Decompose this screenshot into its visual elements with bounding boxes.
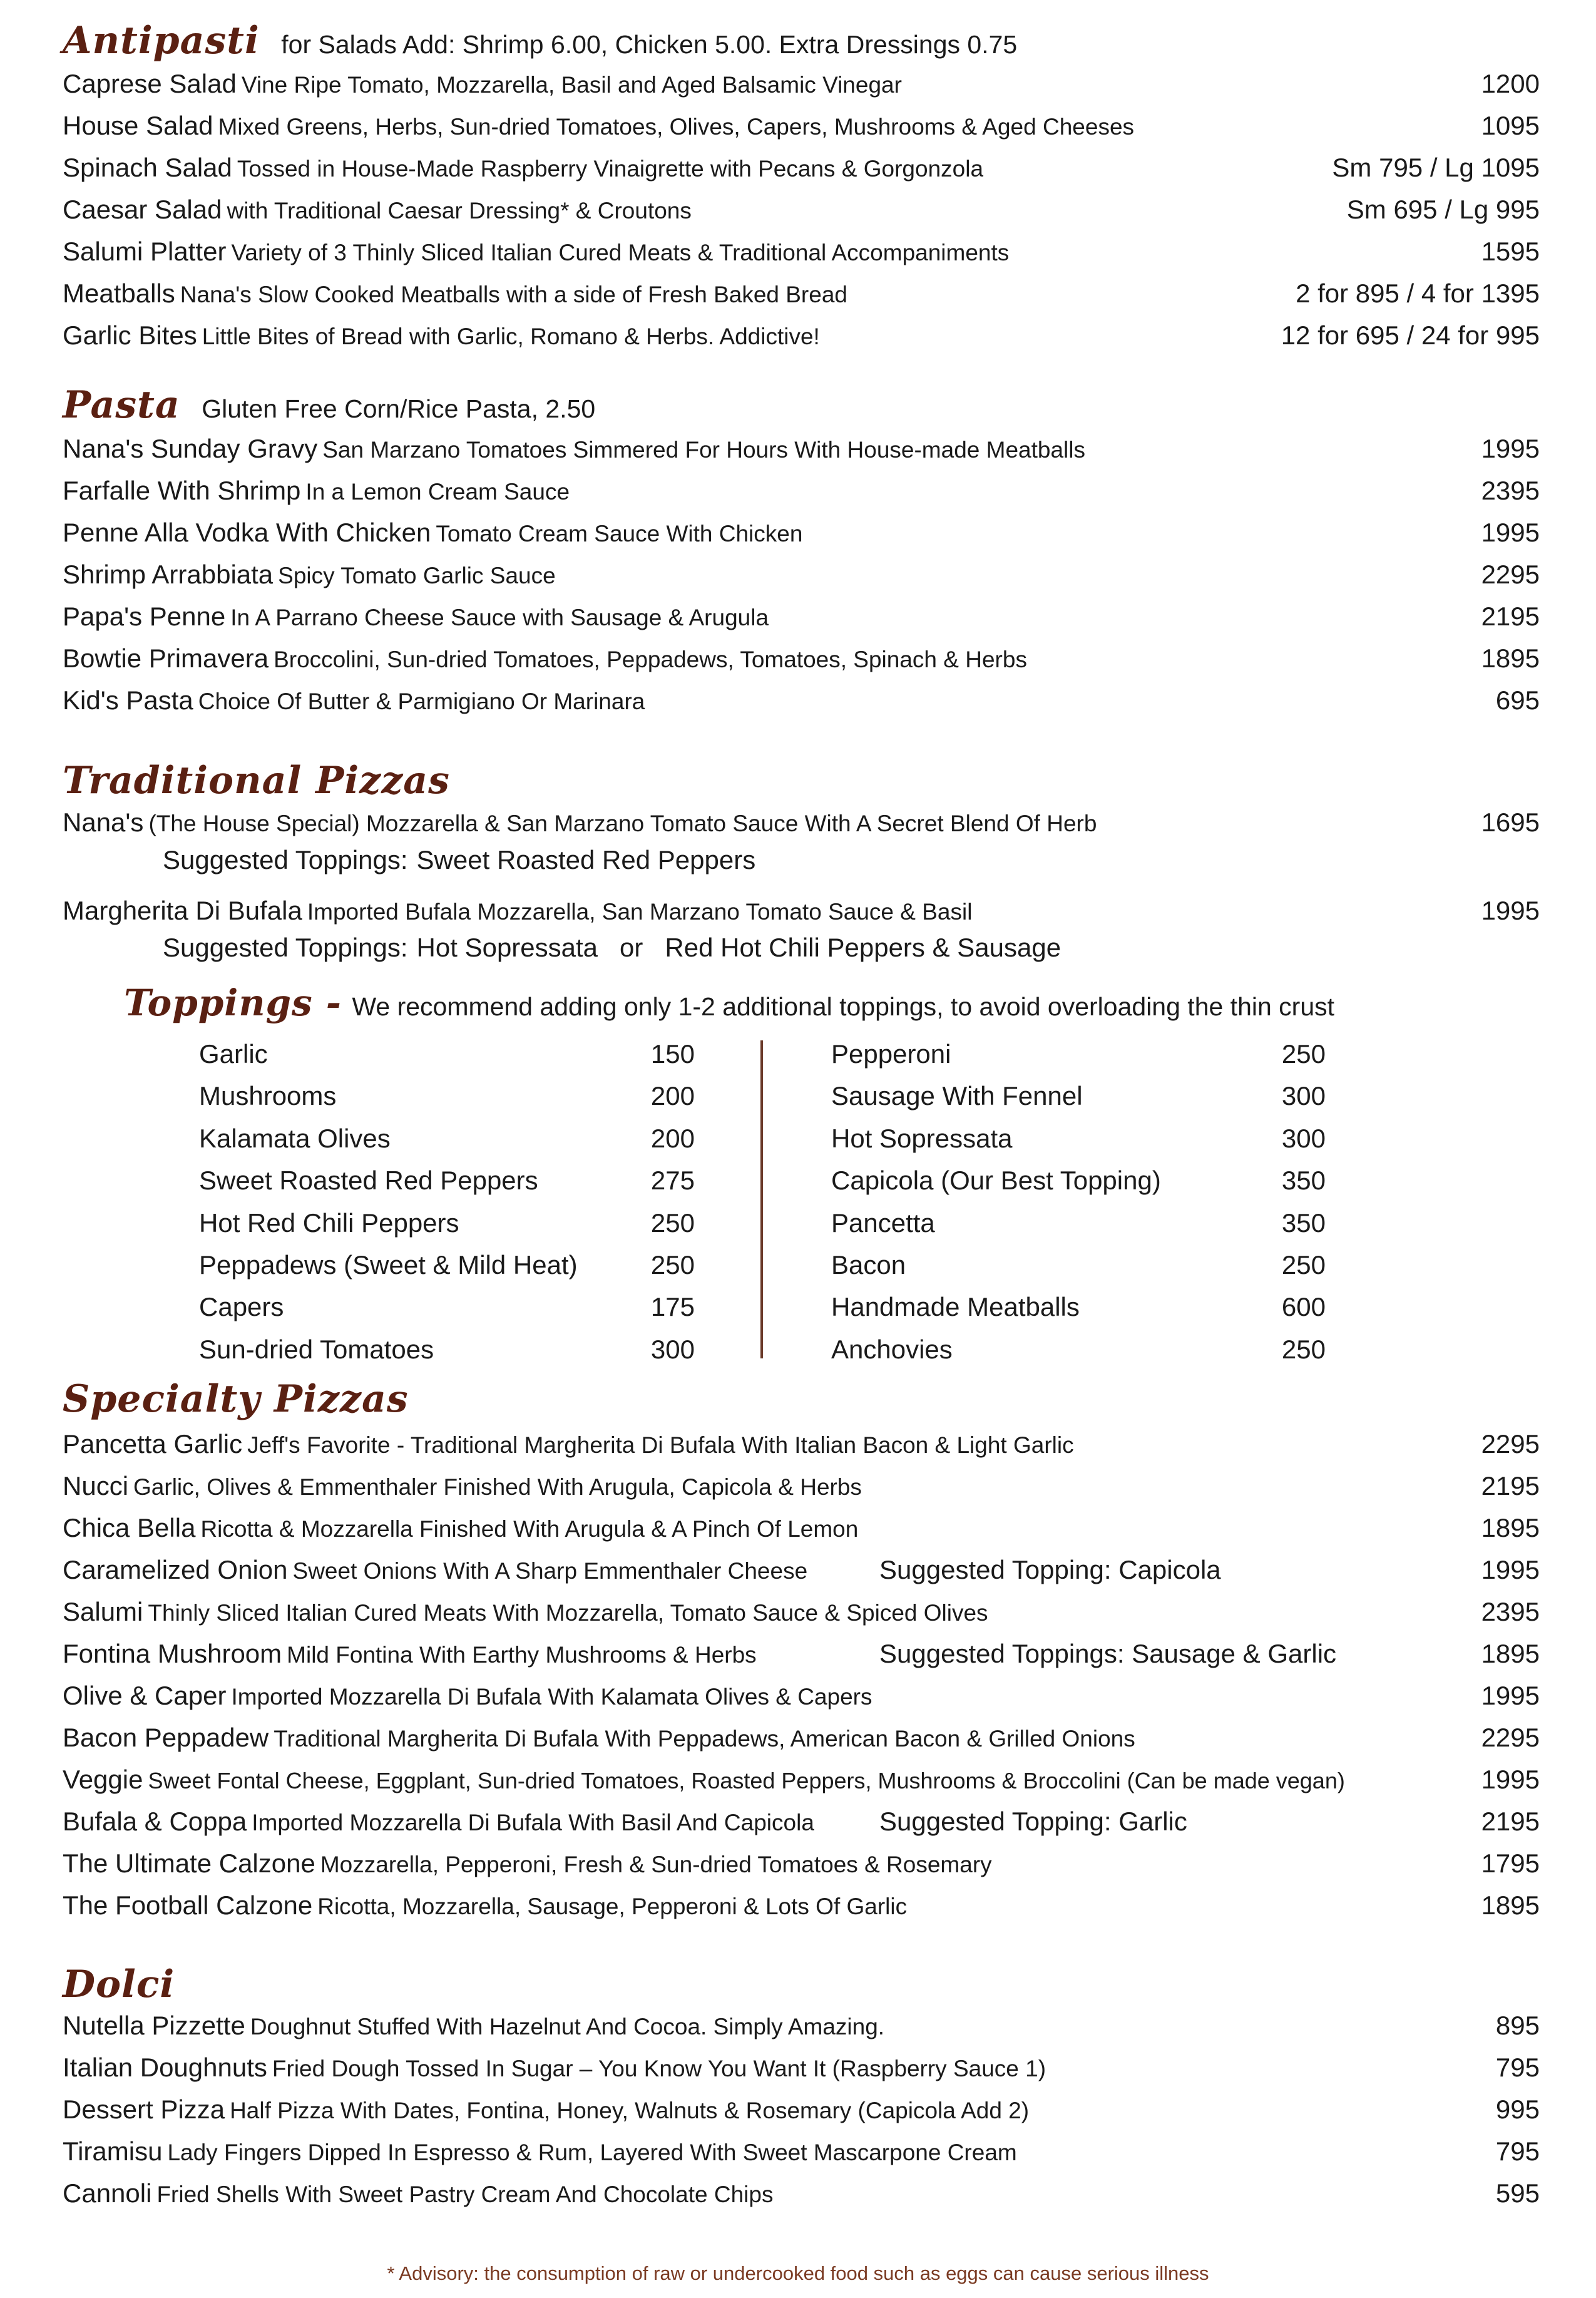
topping-name: Garlic bbox=[199, 1039, 268, 1069]
item-desc: Lady Fingers Dipped In Espresso & Rum, Layered With Sweet Mascarpone Cream bbox=[167, 2140, 1017, 2165]
topping-price: 350 bbox=[1281, 1208, 1326, 1238]
menu-item bbox=[63, 1723, 1540, 1764]
section-note: for Salads Add: Shrimp 6.00, Chicken 5.00. Extra Dressings 0.75 bbox=[281, 30, 1018, 59]
item-price: 1995 bbox=[1481, 1765, 1540, 1794]
menu-item bbox=[63, 2136, 1540, 2178]
suggested-label: Suggested Toppings: bbox=[163, 845, 408, 875]
item-price: 1200 bbox=[1481, 69, 1540, 98]
item-desc: Tomato Cream Sauce With Chicken bbox=[436, 521, 803, 546]
section-title: Pasta bbox=[63, 383, 180, 427]
menu-item bbox=[63, 2053, 1540, 2094]
suggested-label: Suggested Toppings: bbox=[163, 933, 408, 962]
item-name: Nana's Sunday Gravy bbox=[63, 434, 318, 463]
topping-row bbox=[831, 1250, 1326, 1292]
item-desc: Spicy Tomato Garlic Sauce bbox=[278, 563, 556, 588]
item-desc: Fried Dough Tossed In Sugar – You Know You Want It (Raspberry Sauce 1) bbox=[272, 2056, 1046, 2081]
menu-item bbox=[63, 1849, 1540, 1890]
item-desc: San Marzano Tomatoes Simmered For Hours With House-made Meatballs bbox=[322, 437, 1085, 463]
item-name: Garlic Bites bbox=[63, 321, 197, 350]
section-note: We recommend adding only 1-2 additional toppings, to avoid overloading the thin crust bbox=[352, 992, 1335, 1021]
toppings-right-column bbox=[831, 1039, 1326, 1377]
topping-name: Sausage With Fennel bbox=[831, 1081, 1083, 1111]
item-name: Caprese Salad bbox=[63, 69, 237, 98]
topping-name: Kalamata Olives bbox=[199, 1123, 391, 1153]
menu-item bbox=[63, 685, 1540, 727]
section-title: Dolci bbox=[63, 1962, 175, 2006]
item-name: Salumi Platter bbox=[63, 237, 227, 266]
toppings-left-column bbox=[199, 1039, 695, 1377]
menu-item bbox=[63, 69, 1540, 110]
section-note: Gluten Free Corn/Rice Pasta, 2.50 bbox=[202, 394, 596, 423]
item-price: 1895 bbox=[1481, 1890, 1540, 1920]
menu-item bbox=[63, 153, 1540, 194]
item-name: Nutella Pizzette bbox=[63, 2011, 245, 2040]
menu-item bbox=[63, 896, 1540, 937]
menu-item bbox=[63, 1765, 1540, 1806]
item-desc: Mozzarella, Pepperoni, Fresh & Sun-dried Tomatoes & Rosemary bbox=[320, 1852, 992, 1877]
item-name: Shrimp Arrabbiata bbox=[63, 560, 274, 589]
topping-name: Pepperoni bbox=[831, 1039, 951, 1069]
item-name: Kid's Pasta bbox=[63, 685, 193, 715]
item-desc: Traditional Margherita Di Bufala With Peppadews, American Bacon & Grilled Onions bbox=[274, 1726, 1135, 1752]
topping-price: 250 bbox=[650, 1208, 695, 1238]
topping-row bbox=[831, 1124, 1326, 1166]
item-name: House Salad bbox=[63, 111, 213, 140]
topping-name: Anchovies bbox=[831, 1334, 953, 1364]
item-price: 1595 bbox=[1481, 237, 1540, 266]
item-price: 1995 bbox=[1481, 434, 1540, 463]
item-price: 1895 bbox=[1481, 644, 1540, 673]
section-title: Traditional Pizzas bbox=[63, 759, 450, 803]
item-name: Papa's Penne bbox=[63, 602, 226, 631]
menu-item bbox=[63, 195, 1540, 236]
item-price: 2295 bbox=[1481, 1429, 1540, 1459]
item-price: 2195 bbox=[1481, 1807, 1540, 1836]
topping-price: 250 bbox=[1281, 1039, 1326, 1069]
menu-item bbox=[63, 560, 1540, 601]
item-desc: (The House Special) Mozzarella & San Marzano Tomato Sauce With A Secret Blend Of Herb bbox=[148, 811, 1097, 836]
topping-price: 350 bbox=[1281, 1166, 1326, 1196]
section-title: Specialty Pizzas bbox=[63, 1377, 409, 1421]
item-desc: Mixed Greens, Herbs, Sun-dried Tomatoes, Olives, Capers, Mushrooms & Aged Cheeses bbox=[218, 114, 1135, 140]
menu-item bbox=[63, 476, 1540, 517]
suggested-value: Sweet Roasted Red Peppers bbox=[416, 845, 756, 875]
menu-item bbox=[63, 1555, 1540, 1596]
item-desc: Variety of 3 Thinly Sliced Italian Cured Meats & Traditional Accompaniments bbox=[231, 240, 1010, 265]
item-name: Nucci bbox=[63, 1471, 129, 1500]
item-name: Cannoli bbox=[63, 2178, 152, 2208]
menu-item bbox=[63, 1807, 1540, 1848]
topping-row bbox=[831, 1335, 1326, 1377]
topping-row bbox=[831, 1081, 1326, 1123]
item-price: 2395 bbox=[1481, 1597, 1540, 1626]
topping-row bbox=[831, 1208, 1326, 1250]
item-name: Fontina Mushroom bbox=[63, 1639, 282, 1668]
item-price: 995 bbox=[1495, 2095, 1540, 2124]
item-price: 1895 bbox=[1481, 1639, 1540, 1668]
item-price: 2295 bbox=[1481, 560, 1540, 589]
item-desc: Thinly Sliced Italian Cured Meats With Mozzarella, Tomato Sauce & Spiced Olives bbox=[148, 1600, 988, 1626]
item-price: Sm 695 / Lg 995 bbox=[1346, 195, 1540, 224]
item-desc: Sweet Fontal Cheese, Eggplant, Sun-dried Tomatoes, Roasted Peppers, Mushrooms & Broccolini (Can be made vegan) bbox=[148, 1768, 1345, 1793]
topping-name: Peppadews (Sweet & Mild Heat) bbox=[199, 1249, 578, 1280]
menu-item bbox=[63, 2011, 1540, 2052]
menu-item bbox=[63, 1890, 1540, 1932]
topping-row bbox=[199, 1166, 695, 1208]
item-price: 1995 bbox=[1481, 896, 1540, 925]
item-suggestion: Suggested Toppings: Sausage & Garlic bbox=[879, 1639, 1337, 1668]
topping-price: 250 bbox=[1281, 1334, 1326, 1364]
item-name: Veggie bbox=[63, 1765, 143, 1794]
item-price: 1695 bbox=[1481, 808, 1540, 837]
menu-item bbox=[63, 237, 1540, 278]
menu-item bbox=[63, 644, 1540, 685]
item-desc: with Traditional Caesar Dressing* & Croutons bbox=[227, 198, 692, 223]
menu-item bbox=[63, 518, 1540, 559]
item-price: 2295 bbox=[1481, 1723, 1540, 1752]
topping-row bbox=[831, 1292, 1326, 1334]
topping-price: 300 bbox=[1281, 1123, 1326, 1153]
item-price: 595 bbox=[1495, 2178, 1540, 2208]
item-price: 795 bbox=[1495, 2053, 1540, 2082]
menu-item bbox=[63, 1681, 1540, 1722]
item-name: Nana's bbox=[63, 808, 144, 837]
item-name: Caesar Salad bbox=[63, 195, 222, 224]
section-title: Toppings - bbox=[124, 982, 342, 1024]
suggested-value: Hot Sopressata or Red Hot Chili Peppers & Sausage bbox=[416, 933, 1061, 962]
topping-name: Sweet Roasted Red Peppers bbox=[199, 1166, 538, 1196]
item-name: Pancetta Garlic bbox=[63, 1429, 243, 1459]
pasta-header bbox=[63, 383, 595, 427]
topping-price: 250 bbox=[650, 1249, 695, 1280]
topping-price: 600 bbox=[1281, 1292, 1326, 1322]
menu-item bbox=[63, 1429, 1540, 1470]
topping-price: 175 bbox=[650, 1292, 695, 1322]
item-price: 1095 bbox=[1481, 111, 1540, 140]
item-name: The Football Calzone bbox=[63, 1890, 313, 1920]
section-title: Antipasti bbox=[63, 19, 260, 63]
item-price: Sm 795 / Lg 1095 bbox=[1332, 153, 1540, 182]
topping-row bbox=[831, 1166, 1326, 1208]
specialty-header bbox=[63, 1377, 409, 1421]
suggested-toppings bbox=[163, 933, 1070, 963]
menu-item bbox=[63, 279, 1540, 320]
item-desc: Imported Mozzarella Di Bufala With Kalamata Olives & Capers bbox=[231, 1684, 872, 1710]
topping-name: Sun-dried Tomatoes bbox=[199, 1334, 434, 1364]
item-desc: Ricotta, Mozzarella, Sausage, Pepperoni & Lots Of Garlic bbox=[317, 1894, 908, 1919]
item-desc: Mild Fontina With Earthy Mushrooms & Herbs bbox=[287, 1642, 757, 1668]
item-desc: Broccolini, Sun-dried Tomatoes, Peppadews, Tomatoes, Spinach & Herbs bbox=[274, 647, 1027, 672]
item-price: 795 bbox=[1495, 2136, 1540, 2166]
item-name: Farfalle With Shrimp bbox=[63, 476, 301, 505]
item-price: 895 bbox=[1495, 2011, 1540, 2040]
item-desc: Sweet Onions With A Sharp Emmenthaler Cheese bbox=[292, 1558, 808, 1584]
item-price: 12 for 695 / 24 for 995 bbox=[1281, 321, 1540, 350]
item-desc: Doughnut Stuffed With Hazelnut And Cocoa. Simply Amazing. bbox=[250, 2014, 885, 2039]
menu-item bbox=[63, 1471, 1540, 1512]
topping-price: 300 bbox=[1281, 1081, 1326, 1111]
item-name: Margherita Di Bufala bbox=[63, 896, 302, 925]
topping-price: 250 bbox=[1281, 1249, 1326, 1280]
topping-price: 300 bbox=[650, 1334, 695, 1364]
menu-item bbox=[63, 1639, 1540, 1680]
topping-row bbox=[199, 1335, 695, 1377]
item-suggestion: Suggested Topping: Garlic bbox=[879, 1807, 1187, 1836]
topping-name: Pancetta bbox=[831, 1208, 935, 1238]
item-name: Bufala & Coppa bbox=[63, 1807, 247, 1836]
item-desc: In A Parrano Cheese Sauce with Sausage & Arugula bbox=[230, 605, 769, 630]
menu-item bbox=[63, 1597, 1540, 1638]
menu-item bbox=[63, 321, 1540, 362]
topping-row bbox=[199, 1292, 695, 1334]
item-name: Bacon Peppadew bbox=[63, 1723, 269, 1752]
menu-item bbox=[63, 434, 1540, 475]
item-price: 1995 bbox=[1481, 1681, 1540, 1710]
item-name: Meatballs bbox=[63, 279, 175, 308]
item-name: Caramelized Onion bbox=[63, 1555, 288, 1584]
item-desc: Choice Of Butter & Parmigiano Or Marinara bbox=[198, 689, 645, 714]
advisory-footnote: * Advisory: the consumption of raw or undercooked food such as eggs can cause serious illness bbox=[387, 2262, 1209, 2284]
topping-row bbox=[199, 1208, 695, 1250]
menu-item bbox=[63, 2095, 1540, 2136]
item-suggestion: Suggested Topping: Capicola bbox=[879, 1555, 1221, 1584]
menu-item bbox=[63, 808, 1540, 849]
item-desc: In a Lemon Cream Sauce bbox=[305, 479, 570, 505]
item-name: Dessert Pizza bbox=[63, 2095, 225, 2124]
item-name: The Ultimate Calzone bbox=[63, 1849, 315, 1878]
topping-row bbox=[199, 1081, 695, 1123]
item-desc: Fried Shells With Sweet Pastry Cream And Chocolate Chips bbox=[156, 2182, 774, 2207]
item-name: Spinach Salad bbox=[63, 153, 232, 182]
item-desc: Ricotta & Mozzarella Finished With Arugula & A Pinch Of Lemon bbox=[200, 1516, 859, 1542]
topping-name: Capers bbox=[199, 1292, 284, 1322]
topping-name: Hot Red Chili Peppers bbox=[199, 1208, 459, 1238]
item-desc: Imported Bufala Mozzarella, San Marzano Tomato Sauce & Basil bbox=[307, 899, 973, 925]
item-price: 2195 bbox=[1481, 1471, 1540, 1500]
topping-row bbox=[831, 1039, 1326, 1081]
topping-price: 200 bbox=[650, 1123, 695, 1153]
item-price: 2395 bbox=[1481, 476, 1540, 505]
item-name: Tiramisu bbox=[63, 2136, 163, 2166]
topping-row bbox=[199, 1250, 695, 1292]
item-price: 2 for 895 / 4 for 1395 bbox=[1296, 279, 1540, 308]
item-desc: Nana's Slow Cooked Meatballs with a side of Fresh Baked Bread bbox=[180, 282, 847, 307]
item-desc: Half Pizza With Dates, Fontina, Honey, Walnuts & Rosemary (Capicola Add 2) bbox=[230, 2098, 1030, 2123]
topping-name: Bacon bbox=[831, 1249, 906, 1280]
topping-name: Handmade Meatballs bbox=[831, 1292, 1080, 1322]
dolci-header bbox=[63, 1962, 175, 2006]
item-desc: Tossed in House-Made Raspberry Vinaigrette with Pecans & Gorgonzola bbox=[237, 156, 984, 182]
topping-price: 275 bbox=[650, 1166, 695, 1196]
item-price: 1895 bbox=[1481, 1513, 1540, 1542]
menu-item bbox=[63, 602, 1540, 643]
item-price: 1795 bbox=[1481, 1849, 1540, 1878]
topping-name: Hot Sopressata bbox=[831, 1123, 1013, 1153]
topping-name: Capicola (Our Best Topping) bbox=[831, 1166, 1161, 1196]
item-desc: Jeff's Favorite - Traditional Margherita Di Bufala With Italian Bacon & Light Garlic bbox=[247, 1432, 1074, 1458]
column-divider bbox=[760, 1040, 763, 1358]
item-price: 2195 bbox=[1481, 602, 1540, 631]
item-price: 1995 bbox=[1481, 518, 1540, 547]
menu-item bbox=[63, 1513, 1540, 1554]
menu-item bbox=[63, 2178, 1540, 2220]
topping-row bbox=[199, 1124, 695, 1166]
toppings-header bbox=[124, 982, 1334, 1024]
topping-price: 200 bbox=[650, 1081, 695, 1111]
item-desc: Imported Mozzarella Di Bufala With Basil And Capicola bbox=[252, 1810, 814, 1835]
topping-name: Mushrooms bbox=[199, 1081, 337, 1111]
item-name: Bowtie Primavera bbox=[63, 644, 269, 673]
item-desc: Little Bites of Bread with Garlic, Romano & Herbs. Addictive! bbox=[202, 324, 820, 349]
antipasti-header bbox=[63, 19, 1017, 63]
item-price: 695 bbox=[1495, 685, 1540, 715]
traditional-header bbox=[63, 759, 450, 803]
menu-item bbox=[63, 111, 1540, 152]
item-name: Olive & Caper bbox=[63, 1681, 227, 1710]
item-desc: Vine Ripe Tomato, Mozzarella, Basil and Aged Balsamic Vinegar bbox=[241, 72, 902, 98]
suggested-toppings bbox=[163, 845, 764, 875]
topping-row bbox=[199, 1039, 695, 1081]
item-desc: Garlic, Olives & Emmenthaler Finished With Arugula, Capicola & Herbs bbox=[133, 1474, 862, 1500]
item-name: Salumi bbox=[63, 1597, 143, 1626]
topping-price: 150 bbox=[650, 1039, 695, 1069]
item-name: Italian Doughnuts bbox=[63, 2053, 267, 2082]
item-name: Penne Alla Vodka With Chicken bbox=[63, 518, 431, 547]
item-price: 1995 bbox=[1481, 1555, 1540, 1584]
item-name: Chica Bella bbox=[63, 1513, 196, 1542]
